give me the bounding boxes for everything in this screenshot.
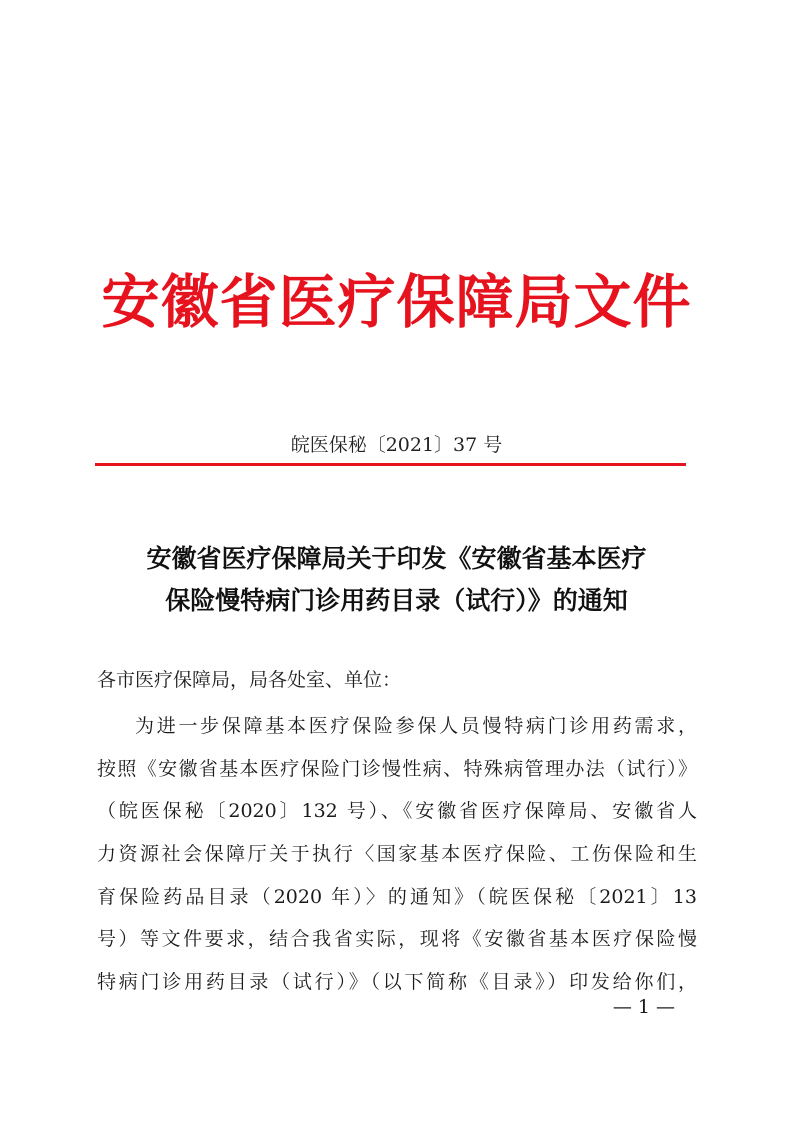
body-line: 按照《安徽省基本医疗保险门诊慢性病、特殊病管理办法（试行）》 [97, 757, 697, 780]
document-title-line-2: 保险慢特病门诊用药目录（试行）》的通知 [165, 586, 628, 615]
document-number: 皖医保秘〔2021〕37 号 [290, 434, 503, 456]
body-paragraph [97, 705, 697, 1004]
body-line: 为进一步保障基本医疗保险参保人员慢特病门诊用药需求， [135, 715, 697, 737]
page-number: — 1 — [612, 996, 675, 1018]
organization-header: 安徽省医疗保障局文件 [101, 268, 692, 336]
red-divider-line [95, 463, 686, 466]
recipients-line: 各市医疗保障局，局各处室、单位： [97, 669, 402, 691]
body-line: （皖医保秘〔2020〕132 号）、《安徽省医疗保障局、安徽省人 [97, 800, 697, 823]
body-line: 号）等文件要求，结合我省实际，现将《安徽省基本医疗保险慢 [97, 928, 697, 951]
document-title [60, 538, 733, 622]
document-title-line-1: 安徽省医疗保障局关于印发《安徽省基本医疗 [146, 544, 647, 573]
body-line: 力资源社会保障厅关于执行〈国家基本医疗保险、工伤保险和生 [97, 843, 697, 866]
body-line: 特病门诊用药目录（试行）》（以下简称《目录》）印发给你们， [97, 971, 697, 994]
body-line: 育保险药品目录（2020 年）〉的通知》（皖医保秘〔2021〕13 [97, 885, 697, 908]
